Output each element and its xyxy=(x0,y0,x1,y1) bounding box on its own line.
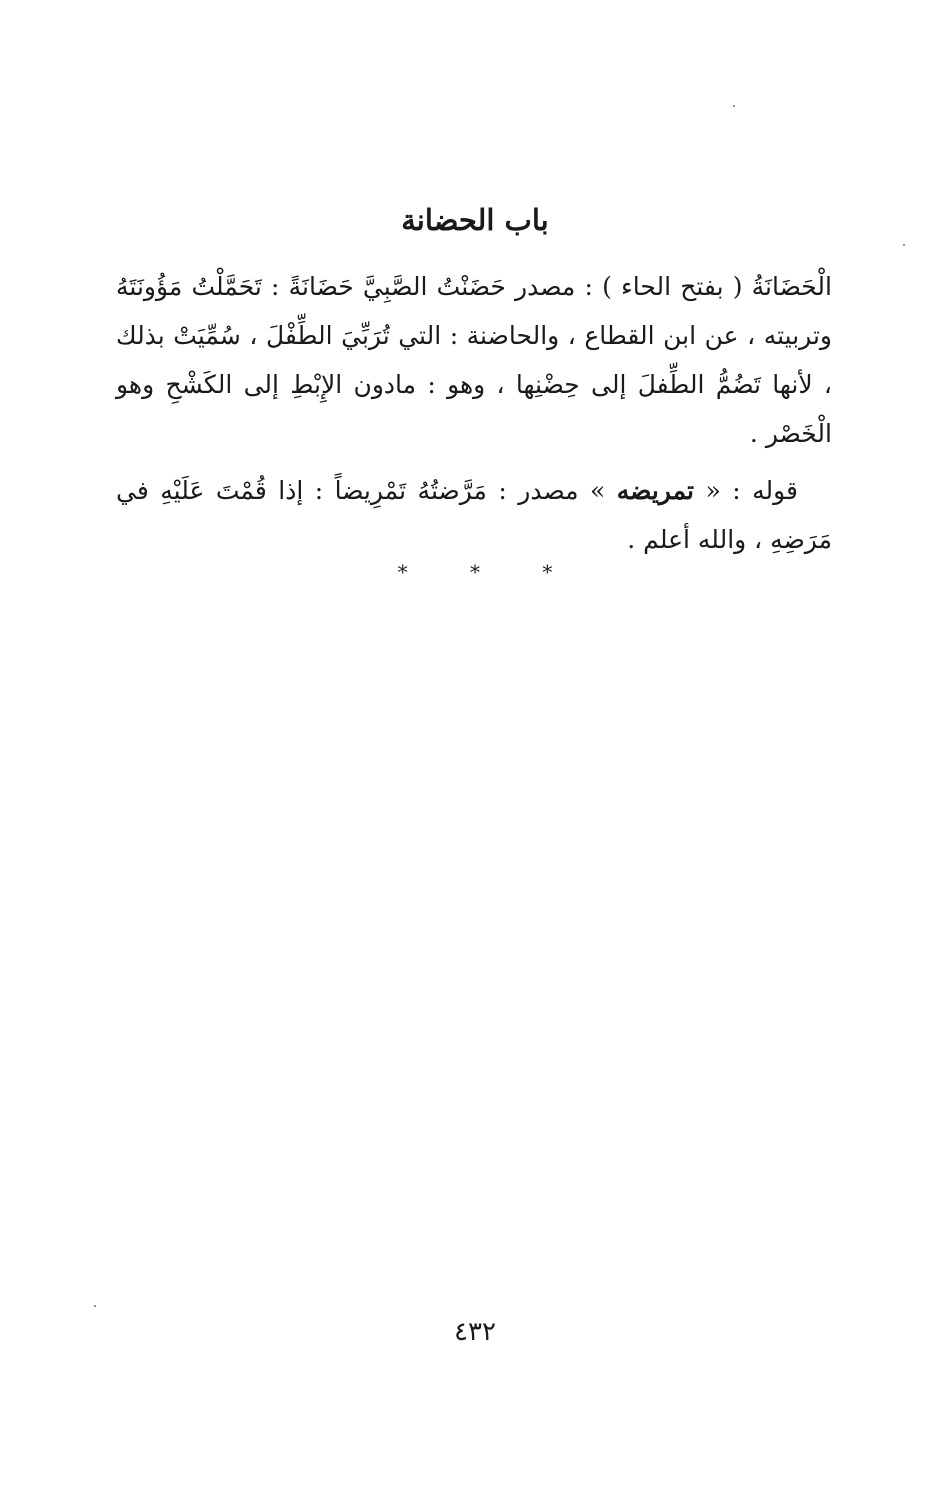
paragraph-tamrid-rest: » مصدر : مَرَّضتُهُ تَمْرِيضاً : إذا قُمْتَ عَلَيْهِ في مَرَضِهِ ، والله أعلم . xyxy=(116,476,832,554)
chapter-heading: باب الحضانة xyxy=(401,203,549,237)
page-number: ٤٣٢ xyxy=(454,1317,496,1347)
body-text xyxy=(116,262,832,564)
bold-term: تمريضه xyxy=(616,476,694,505)
section-separator: * * * xyxy=(397,560,581,584)
paragraph-tamrid xyxy=(116,466,832,564)
scan-speck xyxy=(94,1305,96,1307)
paragraph-tamrid-intro: قوله : « xyxy=(694,476,798,505)
scan-speck xyxy=(903,244,905,246)
paragraph-definition: الْحَضَانَةُ ( بفتح الحاء ) : مصدر حَضَنْتُ الصَّبِيَّ حَضَانَةً : تَحَمَّلْتُ مَؤُونَتَهُ وتربيته ، عن ابن القطاع ، والحاضنة : التي تُرَبِّيَ الطِّفْلَ ، سُمِّيَتْ بذلك ، لأنها تَضُمُّ الطِّفلَ إلى حِضْنِها ، وهو : مادون الإِبْطِ إلى الكَشْحِ وهو الْخَصْر . xyxy=(116,272,832,448)
scan-speck xyxy=(733,105,735,107)
